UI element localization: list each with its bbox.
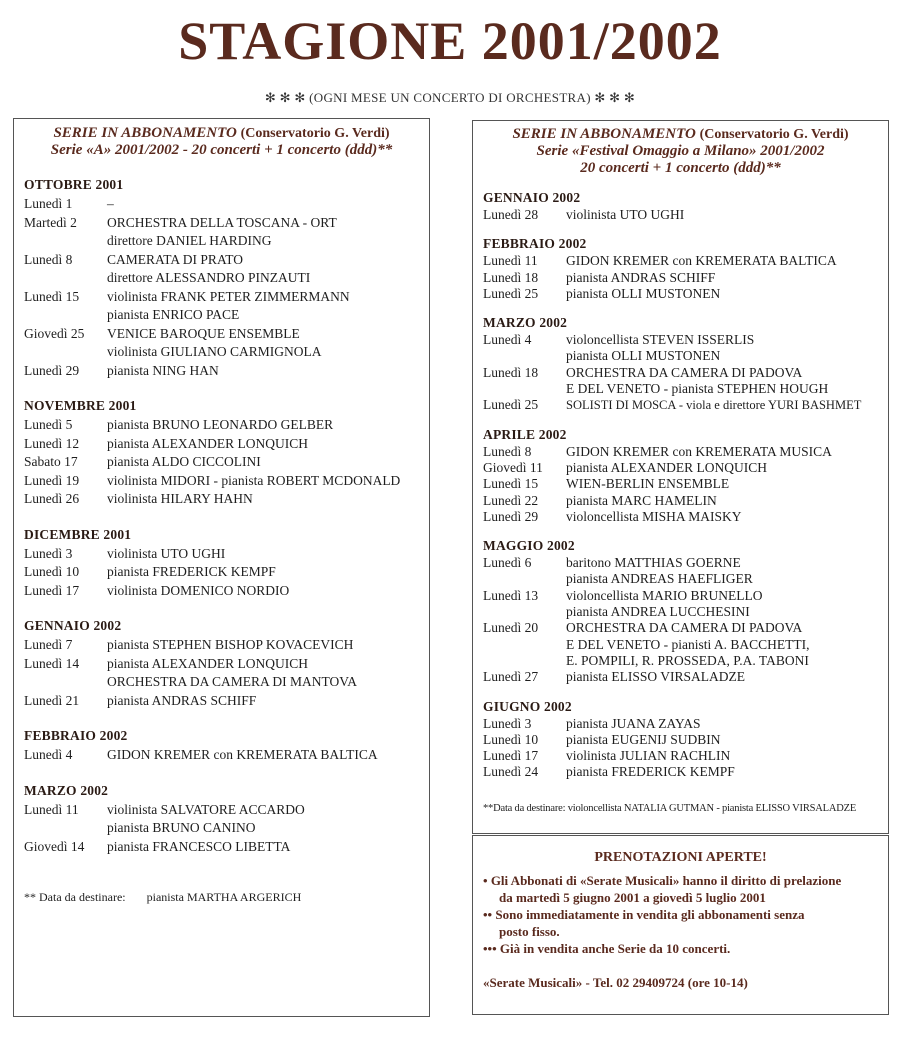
concert-performers	[107, 288, 419, 325]
serie-festival-concert-row	[483, 493, 878, 509]
serie-a-heading	[24, 125, 419, 159]
concert-performers	[107, 214, 419, 251]
concert-date: Lunedì 1	[24, 196, 73, 211]
serie-a-concert-row	[24, 453, 419, 472]
serie-festival-concert-row	[483, 207, 878, 223]
serie-a-month-heading: DICEMBRE 2001	[24, 526, 132, 542]
performer-line: violinista GIULIANO CARMIGNOLA	[107, 344, 322, 359]
concert-performers	[107, 435, 419, 454]
serie-a-concert-row	[24, 636, 419, 655]
serie-festival-heading-subtitle: Serie «Festival Omaggio a Milano» 2001/2002	[536, 143, 825, 159]
concert-date: Lunedì 11	[24, 801, 79, 817]
concert-performers	[566, 764, 878, 780]
concert-performers	[566, 207, 878, 223]
concert-performers	[107, 838, 419, 857]
performer-line: violoncellista STEVEN ISSERLIS	[566, 332, 755, 348]
serie-a-concert-row	[24, 214, 419, 251]
performer-line: pianista OLLI MUSTONEN	[566, 285, 721, 301]
prenotazioni-contact: «Serate Musicali» - Tel. 02 29409724 (ore 10-14)	[483, 975, 748, 990]
concert-performers	[107, 636, 419, 655]
performer-line: SOLISTI DI MOSCA - viola e direttore YURI BASHMET	[566, 398, 862, 413]
serie-festival-heading	[483, 126, 878, 177]
concert-date: Lunedì 8	[24, 251, 73, 267]
performer-line: pianista ALEXANDER LONQUICH	[566, 459, 767, 475]
performer-line: CAMERATA DI PRATO	[107, 251, 243, 267]
concert-date: Lunedì 17	[24, 582, 80, 598]
serie-festival-box	[472, 120, 889, 834]
concert-performers	[107, 692, 419, 711]
serie-a-concert-row	[24, 746, 419, 765]
concert-date: Lunedì 15	[24, 288, 80, 304]
concert-performers	[566, 332, 878, 365]
concert-performers	[107, 563, 419, 582]
serie-a-concert-row	[24, 838, 419, 857]
serie-festival-concert-row	[483, 332, 878, 365]
concert-date: Lunedì 25	[483, 285, 539, 301]
performer-line: pianista ELISSO VIRSALADZE	[566, 669, 745, 685]
performer-line: pianista ENRICO PACE	[107, 307, 240, 322]
serie-festival-month-heading: MARZO 2002	[483, 315, 568, 331]
concert-date: Lunedì 13	[483, 587, 539, 603]
serie-a-concert-row	[24, 288, 419, 325]
concert-date: Martedì 2	[24, 214, 77, 230]
serie-a-month-heading: FEBBRAIO 2002	[24, 728, 128, 743]
prenotazioni-item	[483, 906, 878, 940]
performer-line: GIDON KREMER con KREMERATA BALTICA	[566, 253, 837, 269]
concert-performers	[107, 195, 419, 214]
serie-a-heading-venue: (Conservatorio G. Verdi)	[240, 126, 390, 141]
concert-date: Sabato 17	[24, 454, 78, 469]
serie-a-schedule	[24, 177, 419, 856]
concert-date: Lunedì 10	[483, 731, 539, 747]
performer-line: violinista HILARY HAHN	[107, 491, 253, 506]
concert-date: Lunedì 28	[483, 207, 539, 222]
serie-festival-concert-row	[483, 716, 878, 732]
performer-line: –	[107, 196, 114, 211]
serie-festival-concert-row	[483, 270, 878, 286]
serie-festival-concert-row	[483, 365, 878, 398]
concert-performers	[566, 253, 878, 269]
performer-line: E. POMPILI, R. PROSSEDA, P.A. TABONI	[566, 652, 809, 668]
concert-date: Lunedì 7	[24, 637, 73, 652]
performer-line: pianista FREDERICK KEMPF	[107, 564, 276, 579]
performer-line: violoncellista MARIO BRUNELLO	[566, 587, 763, 603]
concert-performers	[107, 582, 419, 601]
prenotazioni-item-text: Gli Abbonati di «Serate Musicali» hanno il diritto di prelazione	[490, 873, 842, 888]
performer-line: WIEN-BERLIN ENSEMBLE	[566, 476, 730, 492]
concert-date: Lunedì 29	[24, 362, 80, 378]
serie-a-concert-row	[24, 416, 419, 435]
concert-date: Giovedì 14	[24, 838, 85, 854]
concert-date: Lunedì 21	[24, 692, 80, 708]
performer-line: E DEL VENETO - pianisti A. BACCHETTI,	[566, 636, 810, 652]
serie-festival-heading-venue: (Conservatorio G. Verdi)	[699, 127, 849, 142]
concert-performers	[566, 716, 878, 732]
concert-performers	[107, 801, 419, 838]
concert-date: Lunedì 12	[24, 435, 80, 451]
concert-date: Lunedì 15	[483, 476, 539, 492]
performer-line: ORCHESTRA DA CAMERA DI MANTOVA	[107, 674, 358, 689]
serie-festival-month-heading: GENNAIO 2002	[483, 190, 581, 205]
prenotazioni-item	[483, 940, 878, 957]
concert-date: Lunedì 14	[24, 655, 80, 671]
concert-performers	[107, 453, 419, 472]
serie-a-concert-row	[24, 435, 419, 454]
performer-line: violinista UTO UGHI	[566, 207, 685, 222]
serie-a-concert-row	[24, 251, 419, 288]
concert-performers	[107, 325, 419, 362]
concert-date: Lunedì 18	[483, 269, 539, 285]
serie-festival-schedule	[483, 190, 878, 781]
concert-date: Lunedì 27	[483, 669, 539, 685]
performer-line: violinista JULIAN RACHLIN	[566, 748, 731, 764]
serie-a-concert-row	[24, 490, 419, 509]
serie-a-concert-row	[24, 195, 419, 214]
performer-line: pianista MARC HAMELIN	[566, 492, 717, 508]
concert-date: Lunedì 3	[24, 545, 73, 561]
performer-line: direttore ALESSANDRO PINZAUTI	[107, 270, 311, 285]
serie-a-concert-row	[24, 545, 419, 564]
serie-a-note-label: ** Data da destinare:	[24, 890, 126, 904]
performer-line: violoncellista MISHA MAISKY	[566, 508, 742, 524]
serie-festival-note: **Data da destinare: violoncellista NATALIA GUTMAN - pianista ELISSO VIRSALADZE	[483, 802, 857, 814]
concert-performers	[566, 270, 878, 286]
concert-performers	[566, 444, 878, 460]
concert-performers	[107, 655, 419, 692]
performer-line: ORCHESTRA DA CAMERA DI PADOVA	[566, 620, 803, 636]
concert-performers	[566, 669, 878, 685]
prenotazioni-item-text-cont: da martedì 5 giugno 2001 a giovedì 5 luglio 2001	[499, 890, 766, 905]
serie-festival-concert-row	[483, 397, 878, 413]
performer-line: pianista ANDRAS SCHIFF	[107, 692, 257, 708]
performer-line: violinista SALVATORE ACCARDO	[107, 801, 305, 817]
concert-performers	[566, 732, 878, 748]
performer-line: pianista FREDERICK KEMPF	[566, 764, 735, 780]
serie-a-concert-row	[24, 325, 419, 362]
prenotazioni-title: PRENOTAZIONI APERTE!	[594, 850, 767, 865]
performer-line: direttore DANIEL HARDING	[107, 233, 272, 248]
concert-date: Giovedì 11	[483, 459, 543, 475]
serie-festival-heading-count: 20 concerti + 1 concerto (ddd)**	[580, 160, 781, 176]
performer-line: GIDON KREMER con KREMERATA MUSICA	[566, 443, 832, 459]
concert-date: Lunedì 11	[483, 253, 538, 269]
performer-line: ORCHESTRA DA CAMERA DI PADOVA	[566, 364, 803, 380]
performer-line: pianista NING HAN	[107, 362, 219, 378]
performer-line: E DEL VENETO - pianista STEPHEN HOUGH	[566, 381, 829, 397]
concert-date: Lunedì 18	[483, 364, 539, 380]
performer-line: ORCHESTRA DELLA TOSCANA - ORT	[107, 214, 337, 230]
serie-a-concert-row	[24, 362, 419, 381]
concert-performers	[566, 493, 878, 509]
performer-line: pianista FRANCESCO LIBETTA	[107, 838, 291, 854]
serie-festival-concert-row	[483, 253, 878, 269]
serie-festival-month-heading: APRILE 2002	[483, 426, 567, 442]
prenotazioni-box	[472, 835, 889, 1015]
concert-date: Lunedì 24	[483, 764, 539, 780]
concert-performers	[566, 476, 878, 492]
serie-a-month-heading: NOVEMBRE 2001	[24, 398, 137, 413]
concert-performers	[107, 472, 419, 491]
performer-line: pianista ALEXANDER LONQUICH	[107, 655, 308, 671]
performer-line: baritono MATTHIAS GOERNE	[566, 555, 741, 571]
serie-a-box	[13, 118, 430, 1017]
concert-performers	[107, 251, 419, 288]
performer-line: pianista ANDREAS HAEFLIGER	[566, 571, 753, 587]
prenotazioni-item	[483, 872, 878, 906]
prenotazioni-item-text: Sono immediatamente in vendita gli abbonamenti senza	[495, 907, 805, 922]
concert-date: Lunedì 22	[483, 492, 539, 508]
serie-festival-concert-row	[483, 764, 878, 780]
concert-date: Lunedì 10	[24, 564, 80, 579]
performer-line: pianista ANDREA LUCCHESINI	[566, 604, 750, 620]
concert-performers	[566, 588, 878, 621]
performer-line: pianista STEPHEN BISHOP KOVACEVICH	[107, 637, 354, 652]
serie-a-month-heading: MARZO 2002	[24, 782, 109, 798]
concert-performers	[107, 545, 419, 564]
concert-date: Lunedì 20	[483, 620, 539, 636]
concert-performers	[566, 748, 878, 764]
serie-a-concert-row	[24, 563, 419, 582]
serie-a-concert-row	[24, 692, 419, 711]
concert-performers	[107, 490, 419, 509]
serie-a-note-text: pianista MARTHA ARGERICH	[146, 890, 302, 904]
serie-festival-concert-row	[483, 748, 878, 764]
concert-performers	[107, 746, 419, 765]
performer-line: GIDON KREMER con KREMERATA BALTICA	[107, 747, 378, 762]
concert-date: Lunedì 29	[483, 508, 539, 524]
serie-a-concert-row	[24, 582, 419, 601]
serie-a-heading-subtitle: Serie «A» 2001/2002 - 20 concerti + 1 concerto (ddd)**	[50, 142, 393, 158]
serie-festival-concert-row	[483, 669, 878, 685]
concert-date: Lunedì 26	[24, 491, 80, 506]
performer-line: pianista BRUNO CANINO	[107, 820, 256, 835]
bullet-icon: •••	[483, 941, 497, 956]
performer-line: pianista EUGENIJ SUDBIN	[566, 731, 721, 747]
page-title: STAGIONE 2001/2002	[178, 11, 722, 71]
concert-date: Lunedì 19	[24, 472, 80, 488]
concert-performers	[566, 286, 878, 302]
performer-line: pianista BRUNO LEONARDO GELBER	[107, 417, 334, 432]
bullet-icon: ••	[483, 907, 493, 922]
serie-festival-concert-row	[483, 476, 878, 492]
concert-date: Lunedì 8	[483, 443, 532, 459]
concert-date: Lunedì 3	[483, 715, 532, 731]
serie-a-heading-title: SERIE IN ABBONAMENTO	[53, 125, 237, 141]
serie-festival-concert-row	[483, 460, 878, 476]
performer-line: violinista DOMENICO NORDIO	[107, 582, 290, 598]
serie-festival-month-heading: GIUGNO 2002	[483, 698, 572, 714]
performer-line: pianista JUANA ZAYAS	[566, 715, 701, 731]
page-subtitle: ✻ ✻ ✻ (OGNI MESE UN CONCERTO DI ORCHESTRA) ✻ ✻ ✻	[264, 90, 636, 105]
performer-line: violinista FRANK PETER ZIMMERMANN	[107, 288, 350, 304]
concert-date: Lunedì 17	[483, 748, 539, 764]
serie-festival-heading-title: SERIE IN ABBONAMENTO	[512, 126, 696, 142]
serie-festival-concert-row	[483, 588, 878, 621]
serie-festival-month-heading: FEBBRAIO 2002	[483, 236, 587, 252]
concert-performers	[566, 365, 878, 398]
performer-line: violinista UTO UGHI	[107, 545, 226, 561]
performer-line: pianista ALDO CICCOLINI	[107, 454, 261, 469]
serie-a-concert-row	[24, 801, 419, 838]
bullet-icon: •	[483, 873, 488, 888]
prenotazioni-item-text: Già in vendita anche Serie da 10 concerti.	[499, 941, 731, 956]
concert-performers	[566, 509, 878, 525]
serie-a-concert-row	[24, 655, 419, 692]
serie-a-month-heading: OTTOBRE 2001	[24, 177, 124, 192]
concert-date: Lunedì 6	[483, 555, 532, 571]
concert-performers	[566, 460, 878, 476]
serie-a-note	[24, 890, 419, 905]
serie-festival-concert-row	[483, 732, 878, 748]
serie-festival-concert-row	[483, 444, 878, 460]
prenotazioni-item-text-cont: posto fisso.	[499, 924, 560, 939]
concert-date: Lunedì 4	[24, 747, 73, 762]
concert-performers	[107, 416, 419, 435]
serie-festival-month-heading: MAGGIO 2002	[483, 538, 575, 554]
performer-line: pianista ALEXANDER LONQUICH	[107, 435, 308, 451]
concert-performers	[566, 555, 878, 588]
concert-performers	[566, 620, 878, 669]
concert-date: Giovedì 25	[24, 325, 85, 341]
performer-line: VENICE BAROQUE ENSEMBLE	[107, 325, 300, 341]
concert-performers	[566, 397, 878, 413]
serie-festival-concert-row	[483, 509, 878, 525]
performer-line: violinista MIDORI - pianista ROBERT MCDONALD	[107, 472, 401, 488]
performer-line: pianista ANDRAS SCHIFF	[566, 269, 716, 285]
serie-a-month-heading: GENNAIO 2002	[24, 618, 122, 633]
prenotazioni-list	[483, 872, 878, 957]
concert-date: Lunedì 25	[483, 397, 539, 413]
concert-date: Lunedì 4	[483, 332, 532, 348]
serie-festival-concert-row	[483, 620, 878, 669]
concert-date: Lunedì 5	[24, 417, 73, 432]
serie-festival-concert-row	[483, 555, 878, 588]
performer-line: pianista OLLI MUSTONEN	[566, 348, 721, 364]
serie-a-concert-row	[24, 472, 419, 491]
serie-festival-concert-row	[483, 286, 878, 302]
concert-performers	[107, 362, 419, 381]
